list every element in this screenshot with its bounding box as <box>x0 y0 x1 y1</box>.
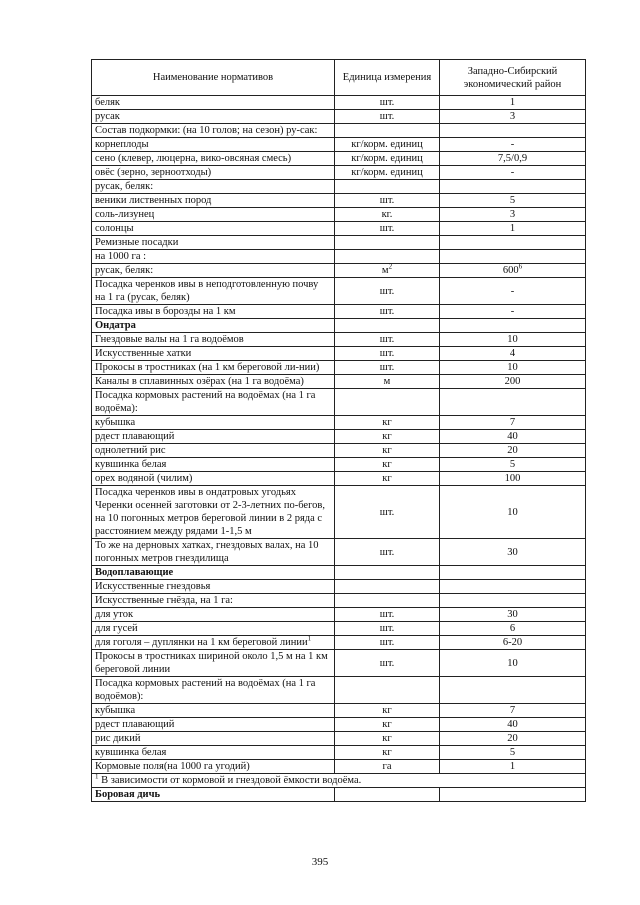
row-value-text: 30 <box>507 546 518 558</box>
header-region: Западно-Сибирский экономический район <box>440 60 586 96</box>
row-value-text: 20 <box>507 733 518 744</box>
row-name <box>92 677 335 704</box>
row-unit-text: га <box>382 761 392 772</box>
row-value-text: 100 <box>504 473 521 484</box>
row-unit-text: шт. <box>379 223 395 234</box>
row-value-text: 6 <box>509 623 516 634</box>
row-name-text: Посадка черенков ивы в неподготовленную почву на 1 га (русак, беляк) <box>95 279 319 303</box>
row-unit <box>335 138 440 152</box>
row-name <box>92 194 335 208</box>
row-name <box>92 580 335 594</box>
row-name-text: Посадка кормовых растений на водоёмах (на 1 га водоёмов): <box>95 678 316 702</box>
row-name-text: Гнездовые валы на 1 га водоёмов <box>95 334 244 345</box>
row-unit <box>335 458 440 472</box>
row-unit <box>335 208 440 222</box>
row-unit <box>335 580 440 594</box>
row-value <box>440 152 586 166</box>
row-value <box>440 430 586 444</box>
row-name <box>92 208 335 222</box>
row-unit <box>335 152 440 166</box>
row-unit <box>335 788 440 802</box>
row-name <box>92 333 335 347</box>
table-row <box>92 650 586 677</box>
table-row <box>92 208 586 222</box>
row-name <box>92 430 335 444</box>
row-unit <box>335 636 440 650</box>
row-unit <box>335 594 440 608</box>
row-value-text: 20 <box>507 445 518 456</box>
row-name <box>92 539 335 566</box>
row-value <box>440 566 586 580</box>
row-name <box>92 746 335 760</box>
row-value <box>440 718 586 732</box>
table-row <box>92 608 586 622</box>
row-value-text: 7 <box>509 705 516 716</box>
row-value <box>440 472 586 486</box>
row-value <box>440 278 586 305</box>
row-name-text: солонцы <box>95 223 134 234</box>
table-row <box>92 539 586 566</box>
row-unit <box>335 608 440 622</box>
footnote-cell <box>92 774 586 788</box>
table-row <box>92 152 586 166</box>
row-name-text: беляк <box>95 97 121 108</box>
row-name-text: Прокосы в тростниках (на 1 км береговой ли-нии) <box>95 362 320 373</box>
row-unit <box>335 444 440 458</box>
row-unit-text: шт. <box>379 195 395 206</box>
row-value-text: 1 <box>509 97 516 108</box>
row-name <box>92 250 335 264</box>
row-name-text: для гоголя – дуплянки на 1 км береговой линии <box>95 637 308 648</box>
table-row <box>92 444 586 458</box>
row-unit <box>335 110 440 124</box>
row-value <box>440 746 586 760</box>
row-name <box>92 110 335 124</box>
row-unit-text: кг <box>382 719 392 730</box>
norms-table <box>91 59 586 802</box>
row-value <box>440 250 586 264</box>
row-name-sup: 1 <box>307 634 312 643</box>
row-name <box>92 124 335 138</box>
row-value-text: 200 <box>504 376 521 387</box>
table-row <box>92 138 586 152</box>
row-name-text: кубышка <box>95 417 136 428</box>
table-row <box>92 236 586 250</box>
row-value-text: 7 <box>509 417 516 428</box>
row-name <box>92 278 335 305</box>
row-unit <box>335 236 440 250</box>
row-value-text: 7,5/0,9 <box>497 153 528 164</box>
row-unit-text: шт. <box>379 97 395 108</box>
row-name-text: рдест плавающий <box>95 719 175 730</box>
header-row <box>92 60 586 96</box>
table-row <box>92 430 586 444</box>
row-unit <box>335 677 440 704</box>
row-value <box>440 264 586 278</box>
row-unit-text: шт. <box>379 623 395 634</box>
row-value <box>440 166 586 180</box>
row-unit <box>335 278 440 305</box>
row-unit <box>335 622 440 636</box>
row-name <box>92 138 335 152</box>
row-value <box>440 486 586 539</box>
row-unit-text: кг <box>382 747 392 758</box>
table-row <box>92 389 586 416</box>
row-unit-text: кг/корм. единиц <box>351 153 423 164</box>
row-unit <box>335 194 440 208</box>
row-value <box>440 347 586 361</box>
row-unit-text: шт. <box>379 609 395 620</box>
row-name <box>92 361 335 375</box>
row-name <box>92 622 335 636</box>
row-value-text: 5 <box>509 747 516 758</box>
row-name-text: орех водяной (чилим) <box>95 473 193 484</box>
row-name-text: Ондатра <box>95 320 136 331</box>
row-value-text: 1 <box>509 761 516 772</box>
row-name <box>92 166 335 180</box>
row-value <box>440 180 586 194</box>
row-value <box>440 677 586 704</box>
row-value <box>440 389 586 416</box>
table-row <box>92 110 586 124</box>
row-name <box>92 486 335 539</box>
row-unit <box>335 250 440 264</box>
row-name-text: Ремизные посадки <box>95 237 179 248</box>
row-name <box>92 264 335 278</box>
row-name-text: однолетний рис <box>95 445 166 456</box>
table-row <box>92 718 586 732</box>
row-name <box>92 732 335 746</box>
row-value-text: 1 <box>509 223 516 234</box>
row-name-text: Искусственные гнёзда, на 1 га: <box>95 595 233 606</box>
row-unit-text: кг <box>382 445 392 456</box>
row-unit <box>335 347 440 361</box>
row-unit-text: кг/корм. единиц <box>351 167 423 178</box>
row-value <box>440 361 586 375</box>
table-row <box>92 375 586 389</box>
row-name-text: на 1000 га : <box>95 251 147 262</box>
row-name-text: Искусственные гнездовья <box>95 581 211 592</box>
row-value-text: 4 <box>509 348 516 359</box>
table-row <box>92 760 586 774</box>
row-value-sup: 6 <box>518 262 523 271</box>
row-unit <box>335 704 440 718</box>
row-value <box>440 650 586 677</box>
row-name-text: соль-лизунец <box>95 209 155 220</box>
table-row <box>92 124 586 138</box>
row-value <box>440 444 586 458</box>
row-unit <box>335 166 440 180</box>
row-unit-text: шт. <box>379 334 395 345</box>
row-name-text: То же на дерновых хатках, гнездовых валах, на 10 погонных метров гнездилища <box>95 540 319 564</box>
row-unit <box>335 375 440 389</box>
row-name-text: веники лиственных пород <box>95 195 212 206</box>
row-value <box>440 608 586 622</box>
row-unit-text: м <box>383 376 391 387</box>
row-name-text: Каналы в сплавинных озёрах (на 1 га водоёма) <box>95 376 304 387</box>
row-name-text: Посадка кормовых растений на водоёмах (на 1 га водоёма): <box>95 390 316 414</box>
row-unit-text: шт. <box>379 362 395 373</box>
table-row <box>92 622 586 636</box>
row-value <box>440 594 586 608</box>
row-value <box>440 732 586 746</box>
row-name-text: Искусственные хатки <box>95 348 192 359</box>
row-unit-text: шт. <box>379 111 395 122</box>
row-unit <box>335 416 440 430</box>
table-row <box>92 347 586 361</box>
row-name <box>92 760 335 774</box>
row-unit <box>335 566 440 580</box>
table-row <box>92 677 586 704</box>
row-name-text: Кормовые поля(на 1000 га угодий) <box>95 761 250 772</box>
table-row <box>92 704 586 718</box>
row-name-text: Водоплавающие <box>95 567 174 578</box>
row-unit-text: шт. <box>379 657 395 669</box>
row-value <box>440 305 586 319</box>
row-name <box>92 389 335 416</box>
row-name <box>92 305 335 319</box>
table-row <box>92 486 586 539</box>
row-value <box>440 458 586 472</box>
row-value-text: 5 <box>509 195 516 206</box>
table-row <box>92 472 586 486</box>
row-value <box>440 760 586 774</box>
row-value-text: 600 <box>502 265 519 276</box>
row-name <box>92 444 335 458</box>
row-value-text: 10 <box>507 334 518 345</box>
table-row <box>92 594 586 608</box>
row-name <box>92 636 335 650</box>
row-name-text: русак <box>95 111 120 122</box>
row-unit-text: кг <box>382 733 392 744</box>
row-name-text: русак, беляк: <box>95 265 154 276</box>
row-unit <box>335 746 440 760</box>
row-value-text: - <box>510 285 515 297</box>
row-name <box>92 458 335 472</box>
row-name <box>92 594 335 608</box>
row-name-text: рис дикий <box>95 733 141 744</box>
row-unit-text: шт. <box>379 306 395 317</box>
row-unit-text: шт. <box>379 285 395 297</box>
table-row <box>92 319 586 333</box>
row-value-text: 40 <box>507 719 518 730</box>
row-unit <box>335 389 440 416</box>
table-row <box>92 788 586 802</box>
row-name <box>92 375 335 389</box>
row-value <box>440 539 586 566</box>
table-row <box>92 458 586 472</box>
row-name-text: кувшинка белая <box>95 459 167 470</box>
row-value-text: 3 <box>509 111 516 122</box>
row-name-text: сено (клевер, люцерна, вико-овсяная смесь) <box>95 153 292 164</box>
row-value-text: - <box>510 167 515 178</box>
row-unit-text: кг. <box>381 209 393 220</box>
footnote-text: В зависимости от кормовой и гнездовой ёмкости водоёма. <box>101 775 362 786</box>
row-name-text: для уток <box>95 609 134 620</box>
row-unit-text: кг <box>382 417 392 428</box>
row-unit <box>335 472 440 486</box>
row-name-text: Состав подкормки: (на 10 голов; на сезон) ру-сак: <box>95 125 318 136</box>
row-unit <box>335 650 440 677</box>
row-name <box>92 566 335 580</box>
row-value-text: 30 <box>507 609 518 620</box>
row-unit-text: шт. <box>379 637 395 648</box>
row-unit <box>335 222 440 236</box>
row-unit <box>335 319 440 333</box>
row-value-text: 40 <box>507 431 518 442</box>
row-name-text: для гусей <box>95 623 138 634</box>
row-unit <box>335 718 440 732</box>
row-name <box>92 718 335 732</box>
row-unit-text: кг/корм. единиц <box>351 139 423 150</box>
row-unit <box>335 361 440 375</box>
row-unit-text: шт. <box>379 348 395 359</box>
row-value <box>440 208 586 222</box>
row-name-text: Посадка черенков ивы в ондатровых угодьях Черенки осенней заготовки от 2-3-летних по-бегов, на 10 погонных метров береговой линии в 2 ряда с расстоянием между рядами 1-1,5 м <box>95 487 325 537</box>
row-value <box>440 110 586 124</box>
row-name-text: рдест плавающий <box>95 431 175 442</box>
table-row <box>92 166 586 180</box>
page-number: 395 <box>311 856 329 868</box>
row-unit-text: шт. <box>379 546 395 558</box>
row-value-text: 3 <box>509 209 516 220</box>
row-value-text: - <box>510 306 515 317</box>
table-row <box>92 264 586 278</box>
table-row <box>92 636 586 650</box>
row-name: Боровая дичь <box>92 788 335 802</box>
row-unit <box>335 333 440 347</box>
row-name <box>92 704 335 718</box>
row-value <box>440 319 586 333</box>
row-unit <box>335 430 440 444</box>
table-row <box>92 278 586 305</box>
row-unit-text: кг <box>382 431 392 442</box>
table-row <box>92 361 586 375</box>
row-value <box>440 704 586 718</box>
row-value <box>440 96 586 110</box>
row-unit-sup: 2 <box>388 262 393 271</box>
table-row <box>92 580 586 594</box>
header-unit: Единица измерения <box>335 60 440 96</box>
header-name: Наименование нормативов <box>92 60 335 96</box>
row-value-text: 10 <box>507 362 518 373</box>
row-name <box>92 472 335 486</box>
row-value-text: - <box>510 139 515 150</box>
row-unit-text: шт. <box>379 506 395 518</box>
row-unit-text: кг <box>382 459 392 470</box>
row-unit <box>335 760 440 774</box>
table-row <box>92 96 586 110</box>
row-value <box>440 788 586 802</box>
table-row <box>92 222 586 236</box>
table-row <box>92 305 586 319</box>
row-value <box>440 194 586 208</box>
row-name <box>92 222 335 236</box>
row-unit <box>335 264 440 278</box>
row-value <box>440 124 586 138</box>
row-name <box>92 347 335 361</box>
row-name <box>92 96 335 110</box>
row-unit-text: м <box>381 265 389 276</box>
row-name-text: корнеплоды <box>95 139 149 150</box>
table-row <box>92 732 586 746</box>
row-unit-text: кг <box>382 473 392 484</box>
footnote-row <box>92 774 586 788</box>
row-value-text: 10 <box>507 657 518 669</box>
table-row <box>92 333 586 347</box>
row-value-text: 6-20 <box>502 637 523 648</box>
row-value <box>440 636 586 650</box>
table-row <box>92 416 586 430</box>
row-unit <box>335 305 440 319</box>
row-value <box>440 333 586 347</box>
row-unit <box>335 96 440 110</box>
row-name <box>92 180 335 194</box>
row-name <box>92 416 335 430</box>
row-unit <box>335 486 440 539</box>
table-row <box>92 566 586 580</box>
row-name-text: кубышка <box>95 705 136 716</box>
row-value <box>440 416 586 430</box>
row-value-text: 10 <box>507 506 518 518</box>
row-unit <box>335 124 440 138</box>
footnote-mark: 1 <box>95 772 99 781</box>
table-row <box>92 194 586 208</box>
row-value <box>440 236 586 250</box>
row-name <box>92 236 335 250</box>
row-value <box>440 222 586 236</box>
row-unit <box>335 732 440 746</box>
row-name-text: Посадка ивы в борозды на 1 км <box>95 306 236 317</box>
table-row <box>92 746 586 760</box>
row-name <box>92 152 335 166</box>
row-name-text: овёс (зерно, зерноотходы) <box>95 167 212 178</box>
row-name <box>92 319 335 333</box>
row-value <box>440 375 586 389</box>
row-value <box>440 138 586 152</box>
row-unit <box>335 539 440 566</box>
row-name-text: кувшинка белая <box>95 747 167 758</box>
row-name <box>92 650 335 677</box>
row-value <box>440 580 586 594</box>
row-name-text: Прокосы в тростниках шириной около 1,5 м на 1 км береговой линии <box>95 651 328 675</box>
table-row <box>92 250 586 264</box>
row-unit <box>335 180 440 194</box>
row-value-text: 5 <box>509 459 516 470</box>
row-unit-text: кг <box>382 705 392 716</box>
row-name <box>92 608 335 622</box>
row-value <box>440 622 586 636</box>
row-name-text: русак, беляк: <box>95 181 154 192</box>
table-row <box>92 180 586 194</box>
